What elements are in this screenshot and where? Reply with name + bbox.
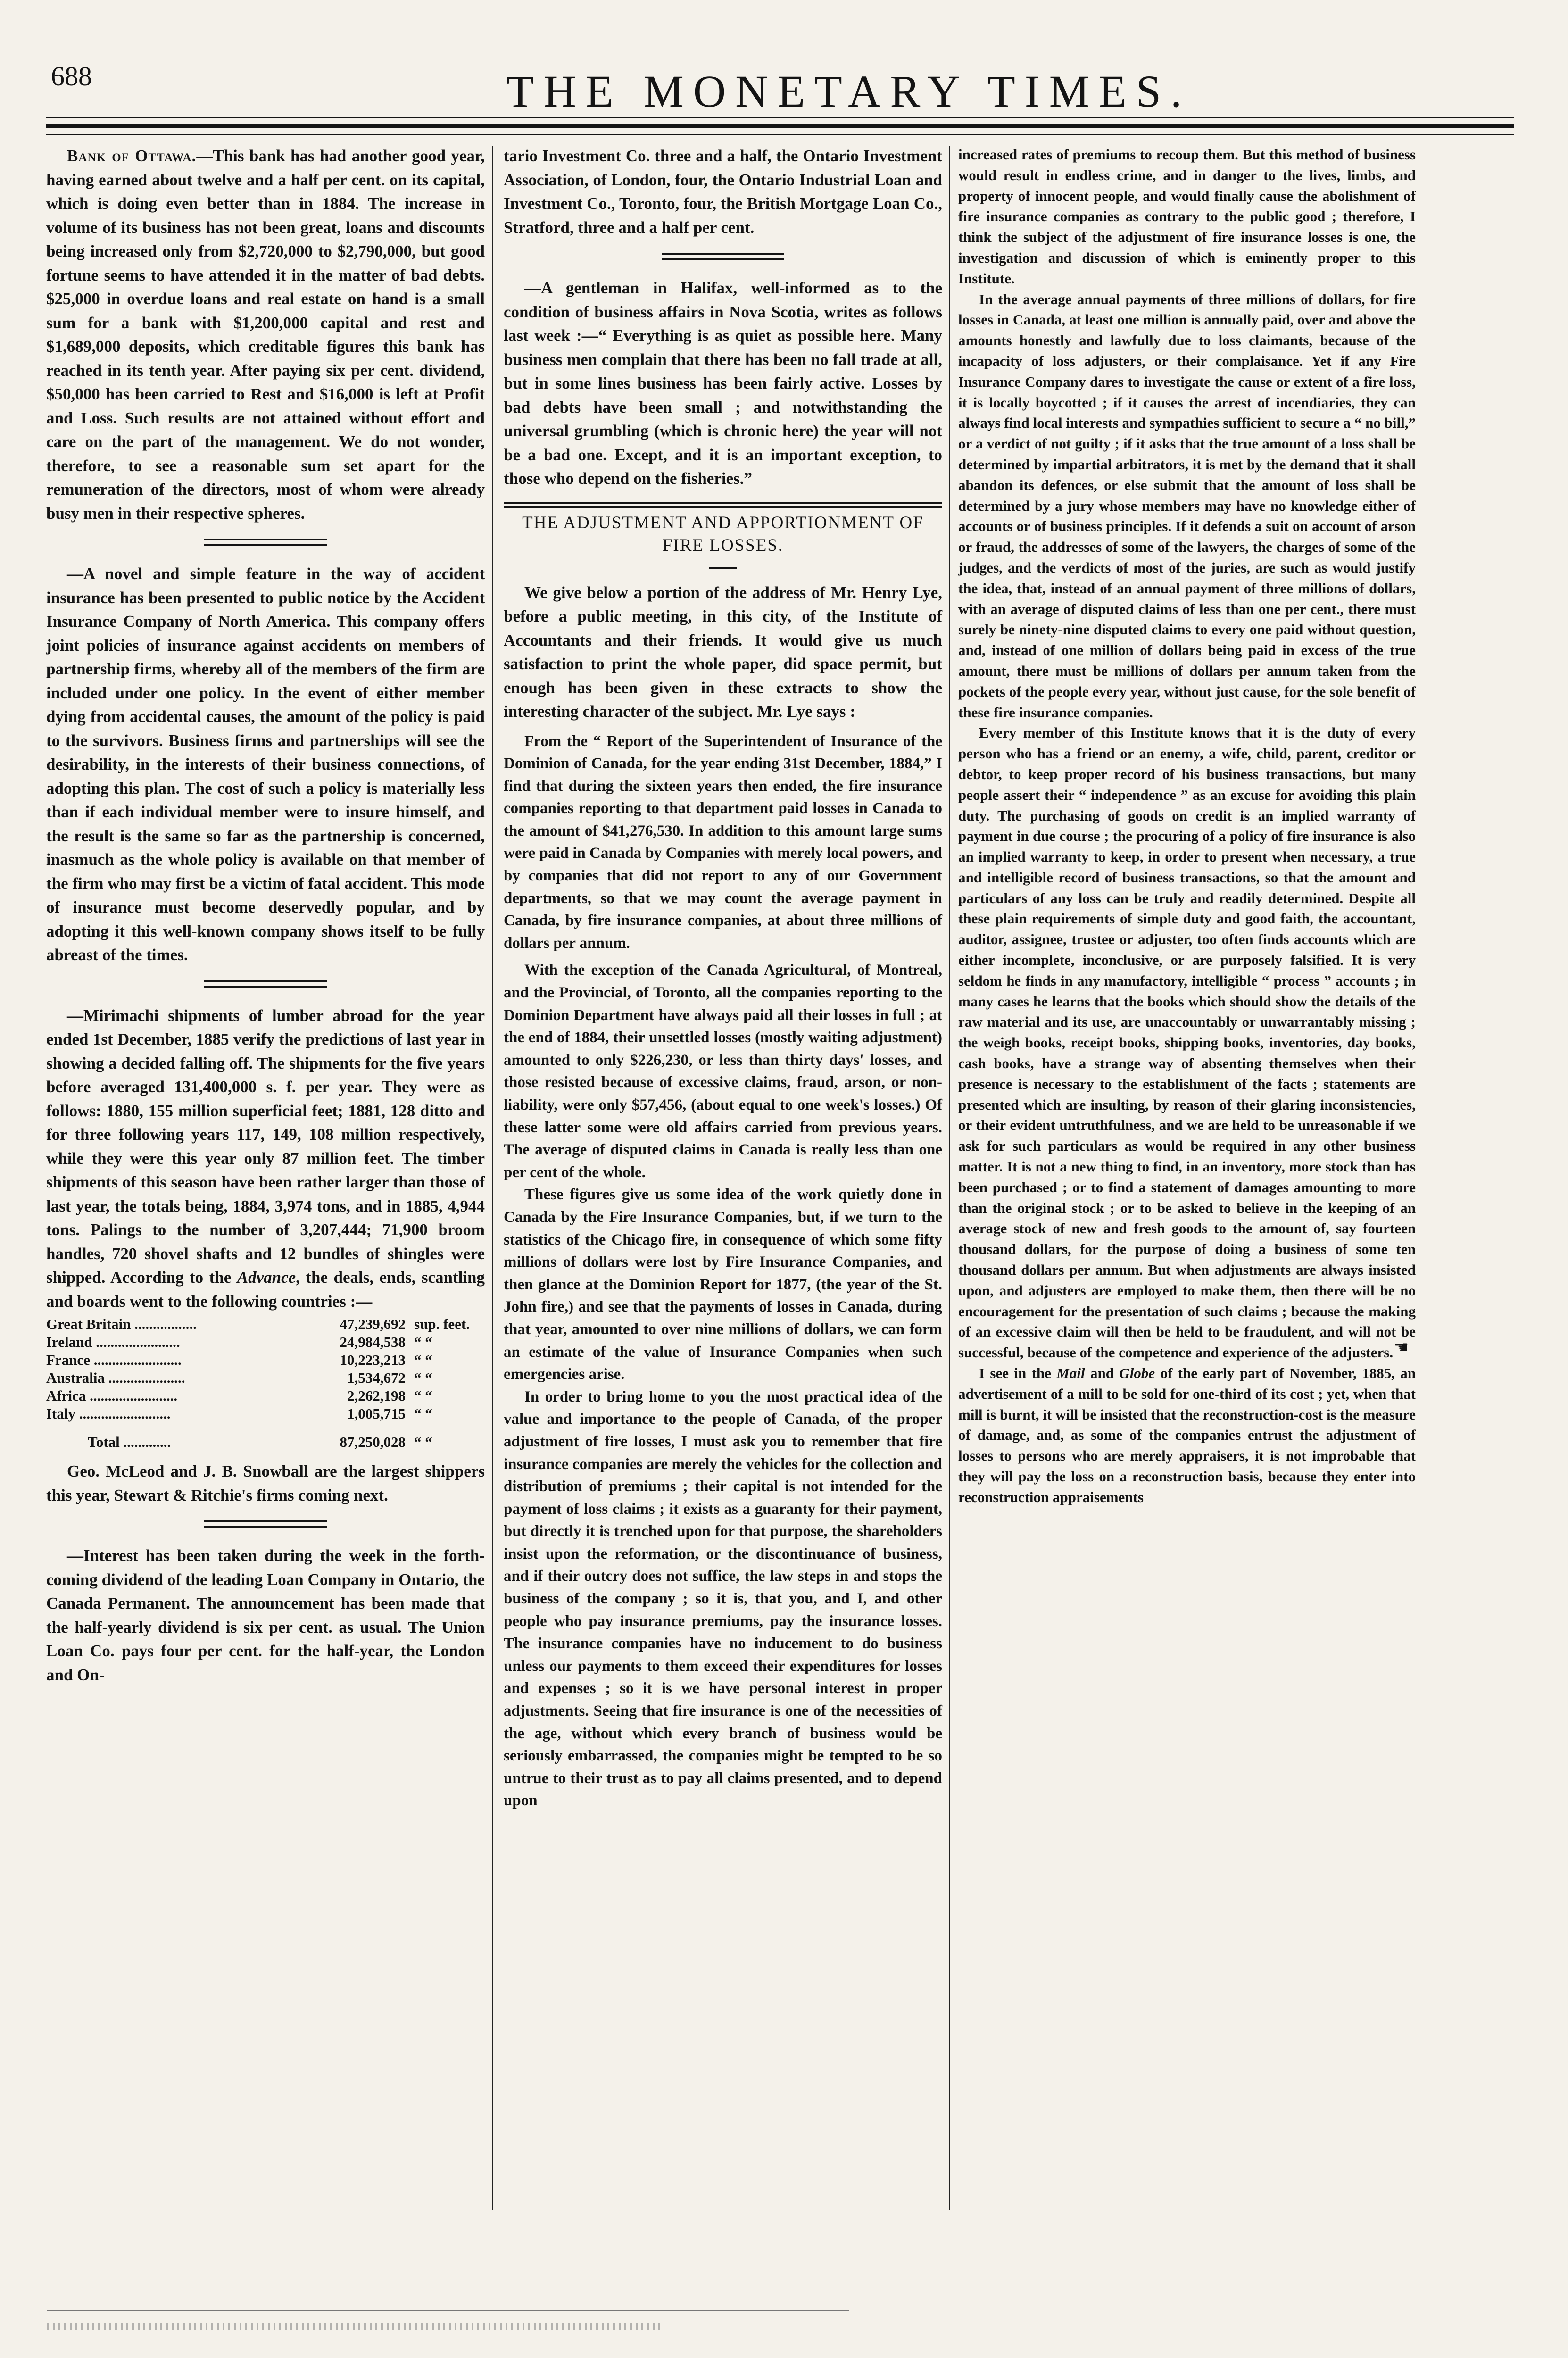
paragraph-average: In the average annual payments of three millions of dollars, for fire losses in Canada, at least one million is annually paid, over and above the amounts honestly and lawfully due to loss claimants, because of the incapacity of loss adjusters, or their complaisance. Yet if any Fire Insurance Company dares to investigate the cause or extent of a fire loss, it is locally boycotted ; if it causes the arrest of incendiaries, they can always find local interests and sympathies sufficient to secure a “ no bill,” or a verdict of not guilty ; if it asks that the true amount of a loss shall be determined by impartial arbitrators, it is met by the demand that it shall abandon its defences, or else submit that the amount of loss shall be determined by a jury whose members may have no knowledge either of accounts or of business principles. If it defends a suit on account of arson or fraud, the addresses of some of the lawyers, the charges of some of the judges, and the verdicts of most of the juries, are such as would justify the idea, that, instead of an annual payment of three millions of dollars, with an average of disputed claims of less than one per cent., there must surely be ninety-nine disputed claims to every one paid without question, and, instead of one million of dollars being paid in excess of the true amount, there must be millions of dollars per annum taken from the pockets of the people every year, without just cause, for the sole benefit of these fire insurance companies. bbox=[958, 291, 1416, 721]
shipment-row bbox=[46, 1333, 485, 1351]
masthead-rule-top bbox=[46, 117, 1514, 118]
paragraph-exception: With the exception of the Canada Agricultural, of Montreal, and the Provincial, of Toronto, all the companies reporting to the Dominion Department have always paid all their losses in full ; at the end of 1884, their unsettled losses (mostly waiting adjustment) amounted to only $226,230, or less than thirty days' losses, and those resisted because of excessive claims, fraud, arson, or non-liability, were only $57,456, (about equal to one week's losses.) Of these latter some were old affairs carried from previous years. The average of disputed claims in Canada is really less than one per cent of the whole. bbox=[504, 962, 942, 1181]
shipment-amount: 1,534,672 bbox=[347, 1370, 406, 1386]
paragraph-mail-globe bbox=[958, 1363, 1416, 1508]
section-separator bbox=[204, 538, 327, 548]
article-bank-of-ottawa bbox=[46, 144, 485, 525]
article-text: —Mirimachi shipments of lumber abroad for the year ended 1st December, 1885 verify the predictions of last year in showing a decided falling off. The shipments for the five years before averaged 131,400,000 s. f. per year. They were as follows: 1880, 155 million superficial feet; 1881, 128 ditto and for three following years 117, 149, 108 million respectively, while they were this year only 87 million feet. The timber shipments of this season have been rather larger than those of last year, the totals being, 1884, 3,974 tons, and in 1885, 4,944 tons. Palings to the number of 3,207,444; 71,900 broom handles, 720 shovel shafts and 12 bundles of shingles were shipped. According to the bbox=[46, 1006, 485, 1287]
article-text: —This bank has had another good year, having earned about twelve and a half per cent. on its capital, which is doing even better than in 1884. The increase in volume of its business has not been great, loans and discounts being increased only from $2,720,000 to $2,790,000, but good fortune seems to have attended it in the matter of bad debts. $25,000 in overdue loans and real estate on hand is a small sum for a bank with $1,200,000 capital and rest and $1,689,000 deposits, which creditable figures this bank has reached in its tenth year. After paying six per cent. dividend, $50,000 has been carried to Rest and $16,000 is left at Profit and Loss. Such results are not attained without effort and care on the part of the management. We do not wonder, therefore, to see a reasonable sum set apart for the remuneration of the directors, most of whom were already busy men in their respective spheres. bbox=[46, 147, 485, 523]
newspaper-name: Globe bbox=[1119, 1365, 1155, 1382]
paragraph-order: In order to bring home to you the most practical idea of the value and importance to the people of Canada, of the proper adjustment of fire losses, I must ask you to remember that fire insurance companies are merely the vehicles for the collection and distribution of premiums ; their capital is not intended for the payment of loss claims ; it exists as a guaranty for their payment, but directly it is trenched upon for that purpose, the shareholders insist upon the reformation, or the discontinuance of business, and if their outcry does not suffice, the law steps in and stops the business of the company ; so it is, that you, and I, and other people who pay insurance premiums, pay the insurance losses. The insurance companies have no inducement to do business unless our payments to them exceed their expenditures for losses and expenses ; so it is we have personal interest in proper adjustments. Seeing that fire insurance is one of the necessities of the age, without which every branch of business would be seriously embarrassed, the companies might be tempted to be so untrue to their trust as to pay all claims presented, and to depend upon bbox=[504, 1388, 942, 1810]
column-2 bbox=[504, 144, 942, 1812]
shipments-table bbox=[46, 1315, 485, 1451]
shipment-country: Italy ......................... bbox=[46, 1405, 171, 1422]
bottom-edge-dots bbox=[47, 2323, 660, 2330]
shipment-row bbox=[46, 1369, 485, 1387]
article-loan-dividend: —Interest has been taken during the week in the forth-coming dividend of the leading Loan Company in Ontario, the Canada Permanent. The announcement has been made that the half-yearly dividend is six per cent. as usual. The Union Loan Co. pays four per cent. for the half-year, the London and On- bbox=[46, 1546, 485, 1684]
shipment-country: Great Britain ................. bbox=[46, 1316, 197, 1332]
article-text: I see in the bbox=[979, 1365, 1051, 1382]
pointing-hand-icon: ☚ bbox=[1394, 1338, 1409, 1357]
page-number: 688 bbox=[51, 61, 92, 91]
total-amount: 87,250,028 bbox=[340, 1434, 406, 1450]
shipment-unit: “ “ bbox=[414, 1334, 432, 1350]
shipment-unit: “ “ bbox=[414, 1370, 432, 1386]
bottom-rule bbox=[47, 2310, 849, 2311]
heading-rule bbox=[709, 567, 737, 569]
shipment-row bbox=[46, 1405, 485, 1423]
shipment-country: France ........................ bbox=[46, 1352, 182, 1368]
shipment-country: Africa ........................ bbox=[46, 1387, 178, 1404]
shipment-unit: “ “ bbox=[414, 1387, 432, 1404]
article-text: , the deals, ends, scantling and boards went to the following countries :— bbox=[46, 1268, 485, 1311]
article-loan-dividend-continued: tario Investment Co. three and a half, the Ontario Investment Association, of London, four, the Ontario Industrial Loan and Investment Co., Toronto, four, the British Mortgage Loan Co., Stratford, three and a half per cent. bbox=[504, 147, 942, 237]
total-label: Total ............. bbox=[88, 1434, 171, 1450]
total-unit: “ “ bbox=[414, 1434, 432, 1450]
shipment-country: Ireland ....................... bbox=[46, 1334, 180, 1350]
article-intro: We give below a portion of the address of Mr. Henry Lye, before a public meeting, in this city, of the Institute of Accountants and their friends. It would give us much satisfaction to print the whole paper, did space permit, but enough has been given in these extracts to show the interesting character of the subject. Mr. Lye says : bbox=[504, 583, 942, 721]
shipment-amount: 2,262,198 bbox=[347, 1387, 406, 1404]
shipment-row bbox=[46, 1315, 485, 1333]
article-shippers: Geo. McLeod and J. B. Snowball are the largest shippers this year, Stewart & Ritchie's firms coming next. bbox=[46, 1462, 485, 1504]
paragraph-report: From the “ Report of the Superintendent of Insurance of the Dominion of Canada, for the year ending 31st December, 1884,” I find that during the sixteen years then ended, the fire insurance companies reporting to that department paid losses in Canada to the amount of $41,276,530. In addition to this amount large sums were paid in Canada by Companies with merely local powers, and by companies that did not report to any of our Government departments, so that we may count the average payment in Canada, by fire insurance companies, at about three millions of dollars per annum. bbox=[504, 732, 942, 952]
column-3 bbox=[958, 144, 1416, 1508]
shipment-amount: 10,223,213 bbox=[340, 1352, 406, 1368]
article-heading-fire-losses: THE ADJUSTMENT AND APPORTIONMENT OF FIRE LOSSES. bbox=[522, 513, 924, 555]
paragraph-duty: Every member of this Institute knows that it is the duty of every person who has a friend or an enemy, a wife, child, parent, creditor or debtor, to keep proper record of his business transactions, but many people assert their “ independence ” as an excuse for avoiding this plain duty. The purchasing of goods on credit is an implied warranty of payment in due course ; the procuring of a policy of fire insurance is also an implied warranty to keep, in order to present when necessary, a true and intelligible record of business transactions, so that the amount and particulars of any loss can be truly and readily determined. Despite all these plain requirements of simple duty and good faith, the accountant, auditor, assignee, trustee or adjuster, too often finds accounts which are either incomplete, inconclusive, or are purposely falsified. It is very seldom he finds in any manufactory, intelligible “ process ” accounts ; in many cases he learns that the books which should show the details of the raw material and its use, are unaccountably or unwarrantably missing ; the weigh books, receipt books, shipping books, inventories, day books, cash books, have a strange way of absenting themselves when their presence is necessary to the establishment of the facts ; statements are presented which are insulting, by reason of their glaring inconsistencies, or their evident untruthfulness, and we are held to be unreasonable if we ask for such particulars as would be required in any other business matter. It is not a new thing to find, in an inventory, more stock than has been purchased ; or to find a statement of damages amounting to more than the original stock ; or to be asked to believe in the keeping of an average stock of new and fresh goods to the amount of, say fourteen thousand dollars, for the purpose of doing a business of some ten thousand dollars per annum. But when adjustments are always insisted upon, and adjusters are employed to make them, then there will be no encouragement for the presentation of such claims ; because the making of an excessive claim will then be held to be fraudulent, and will not be successful, because of the competence and experience of the adjusters. bbox=[958, 724, 1416, 1361]
article-halifax: —A gentleman in Halifax, well-informed as to the condition of business affairs in Nova Scotia, writes as follows last week :—“ Everything is as quiet as possible here. Many business men complain that there has been no fall trade at all, but in some lines business has been fairly active. Losses by bad debts have been small ; and notwithstanding the universal grumbling (which is chronic here) the year will not be a bad one. Except, and it is an important exception, to those who depend on the fisheries.” bbox=[504, 279, 942, 488]
newspaper-name: Advance bbox=[237, 1268, 296, 1287]
column-1 bbox=[46, 144, 485, 1687]
section-rule bbox=[504, 502, 942, 504]
shipment-unit: “ “ bbox=[414, 1405, 432, 1422]
article-text: of the early part of November, 1885, an advertisement of a mill to be sold for one-third of its cost ; yet, when that mill is burnt, it will be insisted that the reconstruction-cost is the measure of damage, and, as some of the companies entrust the adjustment of losses to persons who are merely appraisers, it is not improbable that they will pay the loss on a reconstruction basis, because they enter into reconstruction appraisements bbox=[958, 1365, 1416, 1505]
section-separator bbox=[662, 252, 784, 262]
section-separator bbox=[204, 1519, 327, 1530]
shipments-total-row bbox=[46, 1423, 485, 1451]
masthead-rule-thick bbox=[46, 124, 1514, 128]
shipment-country: Australia ..................... bbox=[46, 1370, 185, 1386]
masthead-rule-bottom bbox=[46, 134, 1514, 135]
shipment-amount: 1,005,715 bbox=[347, 1405, 406, 1422]
article-text: and bbox=[1090, 1365, 1114, 1382]
masthead-title: THE MONETARY TIMES. bbox=[506, 66, 1192, 116]
shipment-unit: “ “ bbox=[414, 1352, 432, 1368]
section-separator bbox=[204, 980, 327, 990]
article-mirimachi-shipments bbox=[46, 1004, 485, 1314]
paragraph-figures: These figures give us some idea of the work quietly done in Canada by the Fire Insurance Companies, but, if we turn to the statistics of the Chicago fire, in consequence of which some fifty millions of dollars were lost by Fire Insurance Companies, and then glance at the Dominion Report for 1877, (the year of the St. John fire,) and see that the payments of losses in Canada, during that year, amounted to over nine millions of dollars, we can form an estimate of the value of Insurance Companies when such emergencies arise. bbox=[504, 1186, 942, 1383]
paragraph-continued: increased rates of premiums to recoup them. But this method of business would result in endless crime, and in danger to the lives, limbs, and property of innocent people, and would finally cause the abolishment of fire insurance companies as contrary to the public good ; therefore, I think the subject of the adjustment of fire insurance losses is one, the investigation and discussion of which is eminently proper to this Institute. bbox=[958, 146, 1416, 287]
article-lead-label: Bank of Ottawa. bbox=[67, 147, 197, 165]
column-divider-1 bbox=[492, 146, 493, 2210]
shipment-amount: 24,984,538 bbox=[340, 1334, 406, 1350]
shipment-row bbox=[46, 1351, 485, 1369]
article-accident-insurance: —A novel and simple feature in the way of accident insurance has been presented to public notice by the Accident Insurance Company of North America. This company offers joint policies of insurance against accidents on members of partnership firms, whereby all of the members of the firm are included under one policy. In the event of either member dying from accidental causes, the amount of the policy is paid to the survivors. Business firms and partnerships will see the desirability, in the interests of their business connections, of adopting this plan. The cost of such a policy is materially less than if each individual member were to insure himself, and the result is the same so far as the partnership is concerned, inasmuch as the whole policy is available on that member of the firm who may first be a victim of fatal accident. This mode of insurance must become deservedly popular, and by adopting it this well-known company shows itself to be fully abreast of the times. bbox=[46, 565, 485, 964]
shipment-unit: sup. feet. bbox=[414, 1316, 470, 1332]
section-rule bbox=[504, 506, 942, 508]
shipment-row bbox=[46, 1387, 485, 1405]
newspaper-name: Mail bbox=[1056, 1365, 1085, 1382]
shipment-amount: 47,239,692 bbox=[340, 1316, 406, 1332]
column-divider-2 bbox=[949, 146, 950, 2210]
